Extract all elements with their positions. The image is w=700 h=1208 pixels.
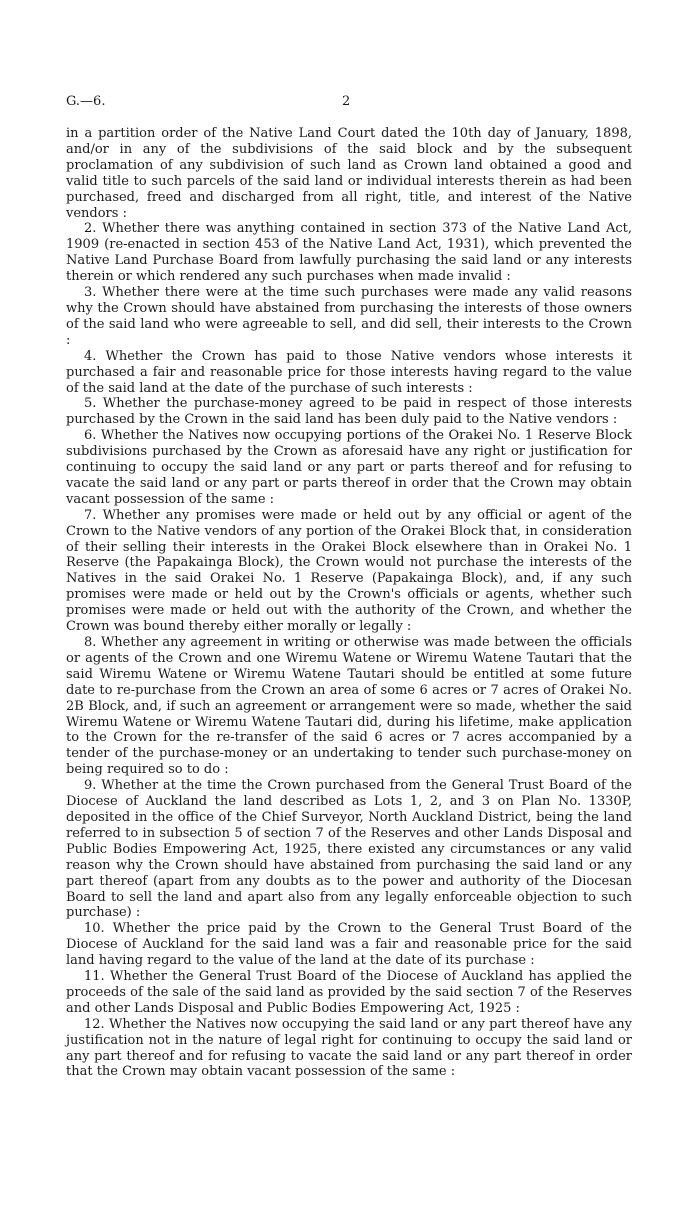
question-item-7: 7. Whether any promises were made or held out by any official or agent of the Crown to the Native vendors of any portion of the Orakei Block that, in consideration of their selling their interests in the Orakei Block elsewhere than in Orakei No. 1 Reserve (the Papakainga Block), the Crown would not purchase the interests of the Natives in the said Orakei No. 1 Reserve (Papakainga Block), and, if any such promises were made or held out by the Crown's officials or agents, whether such promises were made or held out with the authority of the Crown, and whether the Crown was bound thereby either morally or legally : — [66, 507, 632, 635]
document-body — [66, 126, 632, 1080]
document-reference: G.—6. — [66, 94, 106, 109]
question-item-10: 10. Whether the price paid by the Crown to the General Trust Board of the Diocese of Auckland for the said land was a fair and reasonable price for the said land having regard to the value of the land at the date of its purchase : — [66, 921, 632, 969]
question-item-12: 12. Whether the Natives now occupying the said land or any part thereof have any justification not in the nature of legal right for continuing to occupy the said land or any part thereof and for refusing to vacate the said land or any part thereof in order that the Crown may obtain vacant possession of the same : — [66, 1016, 632, 1080]
question-item-5: 5. Whether the purchase-money agreed to be paid in respect of those interests purchased by the Crown in the said land has been duly paid to the Native vendors : — [66, 396, 632, 428]
page-number: 2 — [342, 94, 351, 109]
page-header — [66, 94, 632, 114]
continued-paragraph: in a partition order of the Native Land Court dated the 10th day of January, 1898, and/or in any of the subdivisions of the said block and by the subsequent proclamation of any subdivision of such land as Crown land obtained a good and valid title to such parcels of the said land or individual interests therein as had been purchased, freed and discharged from all right, title, and interest of the Native vendors : — [66, 126, 632, 221]
question-item-3: 3. Whether there were at the time such purchases were made any valid reasons why the Crown should have abstained from purchasing the interests of those owners of the said land who were agreeable to sell, and did sell, their interests to the Crown : — [66, 285, 632, 348]
question-item-9: 9. Whether at the time the Crown purchased from the General Trust Board of the Diocese of Auckland the land described as Lots 1, 2, and 3 on Plan No. 1330P, deposited in the office of the Chief Surveyor, North Auckland District, being the land referred to in subsection 5 of section 7 of the Reserves and other Lands Disposal and Public Bodies Empowering Act, 1925, there existed any circumstances or any valid reason why the Crown should have abstained from purchasing the said land or any part thereof (apart from any doubts as to the power and authority of the Diocesan Board to sell the land and apart also from any legally enforceable objection to such purchase) : — [66, 778, 632, 921]
question-item-11: 11. Whether the General Trust Board of the Diocese of Auckland has applied the proceeds of the sale of the said land as provided by the said section 7 of the Reserves and other Lands Disposal and Public Bodies Empowering Act, 1925 : — [66, 969, 632, 1016]
question-item-2: 2. Whether there was anything contained in section 373 of the Native Land Act, 1909 (re-enacted in section 453 of the Native Land Act, 1931), which prevented the Native Land Purchase Board from lawfully purchasing the said land or any interests therein or which rendered any such purchases when made invalid : — [66, 221, 632, 285]
question-item-4: 4. Whether the Crown has paid to those Native vendors whose interests it purchased a fair and reasonable price for those interests having regard to the value of the said land at the date of the purchase of such interests : — [66, 348, 632, 396]
question-item-8: 8. Whether any agreement in writing or otherwise was made between the officials or agents of the Crown and one Wiremu Watene or Wiremu Watene Tautari that the said Wiremu Watene or Wiremu Watene Tautari should be entitled at some future date to re-purchase from the Crown an area of some 6 acres or 7 acres of Orakei No. 2B Block, and, if such an agreement or arrangement were so made, whether the said Wiremu Watene or Wiremu Watene Tautari did, during his lifetime, make application to the Crown for the re-transfer of the said 6 acres or 7 acres accompanied by a tender of the purchase-money or an undertaking to tender such purchase-money on being required so to do : — [66, 635, 632, 778]
question-item-6: 6. Whether the Natives now occupying portions of the Orakei No. 1 Reserve Block subdivisions purchased by the Crown as aforesaid have any right or justification for continuing to occupy the said land or any part or parts thereof and for refusing to vacate the said land or any part or parts thereof in order that the Crown may obtain vacant possession of the same : — [66, 428, 632, 507]
